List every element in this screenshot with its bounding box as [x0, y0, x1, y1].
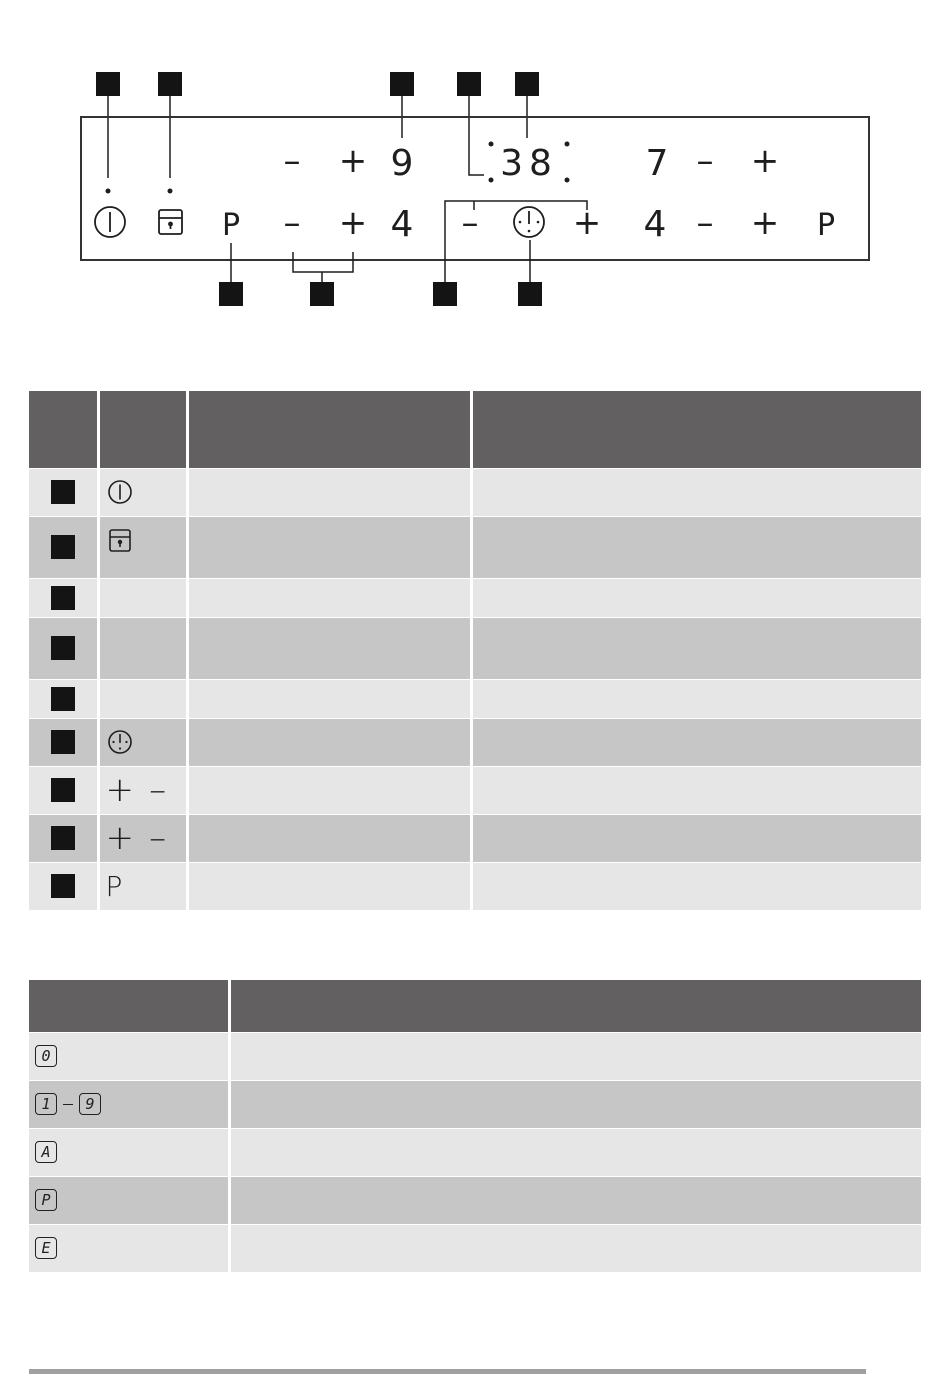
- row-marker: [51, 730, 75, 754]
- minus-symbol: –: [149, 770, 167, 810]
- header-cell: [187, 391, 471, 468]
- power-level-display: 9: [390, 143, 414, 184]
- power-level-display: 4: [643, 204, 667, 245]
- range-dash: [63, 1104, 73, 1106]
- row-marker: [51, 535, 75, 559]
- callout-marker: [518, 282, 542, 306]
- minus-sensor[interactable]: –: [696, 203, 714, 243]
- timer-icon: [106, 727, 136, 757]
- table-row: [29, 516, 921, 578]
- callout-marker: [433, 282, 457, 306]
- timer-icon[interactable]: [514, 207, 544, 237]
- minus-symbol: –: [149, 818, 167, 858]
- table-row: [29, 814, 921, 862]
- plus-symbol: +: [105, 770, 134, 810]
- table-row: [29, 1176, 921, 1224]
- power-boost-sensor[interactable]: P: [221, 208, 241, 243]
- timer-plus-sensor[interactable]: +: [572, 203, 602, 243]
- control-panel-diagram: [0, 0, 950, 320]
- power-boost-sensor[interactable]: P: [816, 208, 836, 243]
- display-digit: P: [35, 1189, 57, 1211]
- row-marker: [51, 636, 75, 660]
- display-digit: 0: [35, 1045, 57, 1067]
- plus-sensor[interactable]: +: [338, 203, 368, 243]
- table-row: [29, 578, 921, 617]
- plus-sensor[interactable]: +: [750, 141, 780, 181]
- header-cell: [98, 391, 187, 468]
- table-row: [29, 718, 921, 766]
- table-row: [29, 617, 921, 679]
- row-marker: [51, 687, 75, 711]
- header-cell: [229, 980, 921, 1032]
- row-marker: [51, 586, 75, 610]
- table-row: [29, 1128, 921, 1176]
- display-digit: 9: [79, 1093, 101, 1115]
- p-symbol: P: [105, 869, 123, 903]
- header-cell: [471, 391, 921, 468]
- power-level-display: 4: [390, 204, 414, 245]
- plus-symbol: +: [105, 818, 134, 858]
- table-row: [29, 679, 921, 718]
- row-marker: [51, 826, 75, 850]
- row-marker: [51, 874, 75, 898]
- row-marker: [51, 778, 75, 802]
- minus-sensor[interactable]: –: [696, 141, 714, 181]
- callout-marker: [390, 72, 414, 96]
- callout-marker: [515, 72, 539, 96]
- plus-sensor[interactable]: +: [750, 203, 780, 243]
- header-cell: [29, 391, 98, 468]
- table-header: [29, 391, 921, 468]
- callout-marker: [96, 72, 120, 96]
- lock-icon: [106, 527, 136, 557]
- on-off-icon[interactable]: [95, 207, 125, 237]
- header-cell: [29, 980, 229, 1032]
- plus-sensor[interactable]: +: [338, 141, 368, 181]
- table-row: [29, 1080, 921, 1128]
- table-row: [29, 766, 921, 814]
- minus-sensor[interactable]: –: [283, 141, 301, 181]
- callout-marker: [158, 72, 182, 96]
- callout-marker: [310, 282, 334, 306]
- timer-display: 38: [500, 143, 558, 184]
- row-marker: [51, 480, 75, 504]
- display-digit: A: [35, 1141, 57, 1163]
- table-header: [29, 980, 921, 1032]
- display-digit: 1: [35, 1093, 57, 1115]
- callout-marker: [457, 72, 481, 96]
- sensor-field-table: [29, 391, 921, 910]
- on-off-icon: [106, 477, 136, 507]
- display-digit: E: [35, 1237, 57, 1259]
- table-row: [29, 468, 921, 516]
- power-level-display: 7: [645, 143, 669, 184]
- lock-icon[interactable]: [159, 210, 182, 234]
- callout-marker: [219, 282, 243, 306]
- footer-rule: [29, 1369, 866, 1374]
- table-row: [29, 1032, 921, 1080]
- table-row: [29, 1224, 921, 1272]
- table-row: [29, 862, 921, 910]
- timer-minus-sensor[interactable]: –: [461, 203, 479, 243]
- minus-sensor[interactable]: –: [283, 203, 301, 243]
- display-table: [29, 980, 921, 1272]
